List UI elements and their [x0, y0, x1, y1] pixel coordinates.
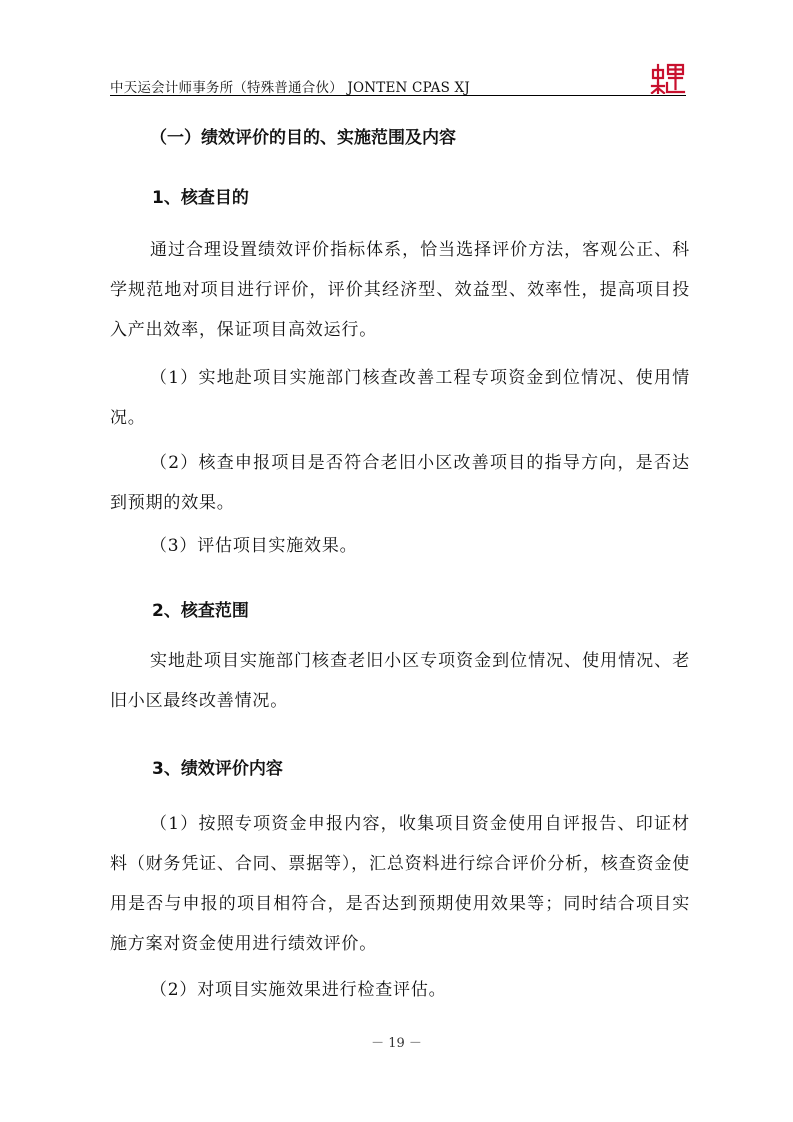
page-number: － 19 － [371, 1036, 422, 1051]
page-header: 中天运会计师事务所（特殊普通合伙） JONTEN CPAS XJ [110, 80, 470, 96]
subsection-title-purpose: 1、核查目的 [152, 188, 249, 208]
section-title: （一）绩效评价的目的、实施范围及内容 [150, 128, 456, 148]
subsection-title-scope: 2、核查范围 [152, 601, 249, 621]
paragraph-purpose-item-2: （2）核查申报项目是否符合老旧小区改善项目的指导方向，是否达到预期的效果。 [110, 453, 690, 513]
subsection-title-content: 3、绩效评价内容 [152, 759, 283, 779]
paragraph-content-item-1: （1）按照专项资金申报内容，收集项目资金使用自评报告、印证材料（财务凭证、合同、票据等），汇总资料进行综合评价分析，核查资金使用是否与申报的项目相符合，是否达到预期使用效果等；同时结合项目实施方案对资金使用进行绩效评价。 [110, 814, 690, 954]
paragraph-purpose-item-1: （1）实地赴项目实施部门核查改善工程专项资金到位情况、使用情况。 [110, 368, 690, 428]
paragraph-purpose-item-3: （3）评估项目实施效果。 [150, 536, 358, 556]
paragraph-content-item-2: （2）对项目实施效果进行检查评估。 [150, 980, 447, 1000]
paragraph-scope: 实地赴项目实施部门核查老旧小区专项资金到位情况、使用情况、老旧小区最终改善情况。 [110, 651, 690, 711]
firm-logo-icon [650, 62, 686, 94]
header-divider [110, 95, 686, 96]
paragraph-purpose-intro: 通过合理设置绩效评价指标体系，恰当选择评价方法，客观公正、科学规范地对项目进行评价，评价其经济型、效益型、效率性，提高项目投入产出效率，保证项目高效运行。 [110, 240, 690, 340]
